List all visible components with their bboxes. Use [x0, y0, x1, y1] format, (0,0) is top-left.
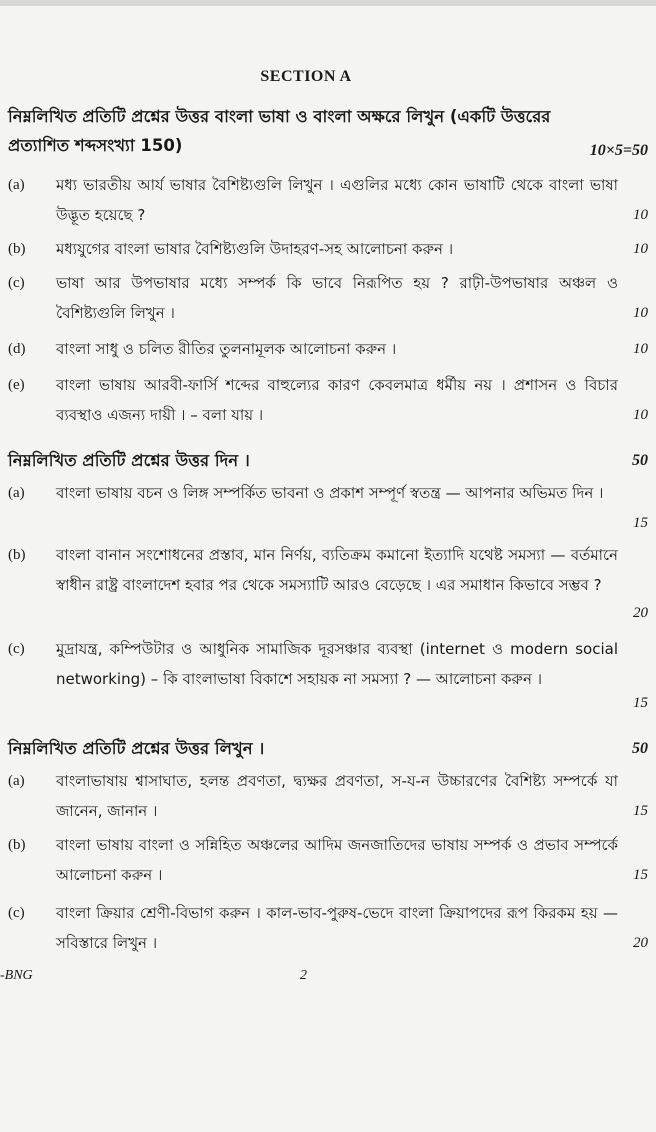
question-1c	[8, 268, 648, 328]
question-3-heading: নিম্নলিখিত প্রতিটি প্রশ্নের উত্তর লিখুন ।	[8, 739, 265, 758]
question-3a	[8, 766, 648, 826]
sub-label: (a)	[8, 177, 25, 193]
question-2b	[8, 540, 648, 630]
question-1e	[8, 370, 648, 430]
sub-text: বাংলা বানান সংশোধনের প্রস্তাব, মান নির্ণয়, ব্যতিক্রম কমানো ইত্যাদি যথেষ্ট সমস্যা — বর্তমানে স্বাধীন রাষ্ট্র বাংলাদেশ হবার পর থেকে সমস্যাটি আরও বেড়েছে । এর সমাধান কিভাবে সম্ভব ?	[56, 546, 618, 594]
question-1a	[8, 170, 648, 230]
question-1b	[8, 234, 648, 264]
page-number: 2	[300, 968, 307, 983]
sub-label: (c)	[8, 275, 25, 291]
sub-label: (c)	[8, 905, 25, 921]
question-2c	[8, 634, 648, 724]
sub-marks: 10	[633, 341, 648, 357]
sub-text: মুদ্রাযন্ত্র, কম্পিউটার ও আধুনিক সামাজিক দূরসঞ্চার ব্যবস্থা (internet ও modern social networking) – কি বাংলাভাষা বিকাশে সহায়ক না সমস্যা ? — আলোচনা করুন ।	[56, 640, 618, 688]
sub-marks: 15	[633, 803, 648, 819]
sub-marks: 15	[633, 695, 648, 711]
sub-text: বাংলা ভাষায় আরবী-ফার্সি শব্দের বাহুল্যের কারণ কেবলমাত্র ধর্মীয় নয় । প্রশাসন ও বিচার ব্যবস্থাও এজন্য দায়ী । – বলা যায় ।	[56, 376, 618, 424]
paper-code: -BNG	[0, 968, 33, 983]
sub-marks: 10	[633, 305, 648, 321]
sub-marks: 20	[633, 935, 648, 951]
sub-label: (a)	[8, 773, 25, 789]
sub-marks: 15	[633, 867, 648, 883]
sub-text: মধ্যযুগের বাংলা ভাষার বৈশিষ্ট্যগুলি উদাহরণ-সহ আলোচনা করুন ।	[56, 240, 454, 258]
section-title: SECTION A	[260, 68, 352, 85]
question-3-marks: 50	[632, 740, 648, 757]
sub-marks: 10	[633, 407, 648, 423]
sub-marks: 15	[633, 515, 648, 531]
question-3c	[8, 898, 648, 958]
sub-text: বাংলা ভাষায় বাংলা ও সন্নিহিত অঞ্চলের আদিম জনজাতিদের ভাষায় সম্পর্ক ও প্রভাব সম্পর্কে আলোচনা করুন ।	[56, 836, 618, 884]
sub-label: (e)	[8, 377, 25, 393]
sub-text: বাংলা সাধু ও চলিত রীতির তুলনামূলক আলোচনা করুন ।	[56, 340, 397, 358]
sub-text: ভাষা আর উপভাষার মধ্যে সম্পর্ক কি ভাবে নিরূপিত হয় ? রাঢ়ী-উপভাষার অঞ্চল ও বৈশিষ্ট্যগুলি লিখুন ।	[56, 274, 618, 322]
sub-text: মধ্য ভারতীয় আর্য ভাষার বৈশিষ্ট্যগুলি লিখুন । এগুলির মধ্যে কোন ভাষাটি থেকে বাংলা ভাষা উদ্ভূত হয়েছে ?	[56, 176, 618, 224]
question-1-heading: নিম্নলিখিত প্রতিটি প্রশ্নের উত্তর বাংলা ভাষা ও বাংলা অক্ষরে লিখুন (একটি উত্তরের প্রত্যাশিত শব্দসংখ্যা 150)	[8, 107, 551, 155]
sub-marks: 10	[633, 207, 648, 223]
sub-label: (b)	[8, 241, 26, 257]
question-1-marks: 10×5=50	[589, 142, 648, 159]
sub-label: (a)	[8, 485, 25, 501]
question-1d	[8, 334, 648, 364]
sub-label: (d)	[8, 341, 26, 357]
question-2a	[8, 478, 648, 538]
sub-text: বাংলা ক্রিয়ার শ্রেণী-বিভাগ করুন । কাল-ভাব-পুরুষ-ভেদে বাংলা ক্রিয়াপদের রূপ কিরকম হয় — সবিস্তারে লিখুন ।	[56, 904, 618, 952]
question-2-heading: নিম্নলিখিত প্রতিটি প্রশ্নের উত্তর দিন ।	[8, 451, 250, 470]
sub-text: বাংলাভাষায় শ্বাসাঘাত, হলন্ত প্রবণতা, দ্ব্যক্ষর প্রবণতা, স-য-ন উচ্চারণের বৈশিষ্ট্য সম্পর্কে যা জানেন, জানান ।	[56, 772, 618, 820]
sub-text: বাংলা ভাষায় বচন ও লিঙ্গ সম্পর্কিত ভাবনা ও প্রকাশ সম্পূর্ণ স্বতন্ত্র — আপনার অভিমত দিন ।	[56, 484, 604, 502]
question-2-marks: 50	[632, 452, 648, 469]
sub-label: (b)	[8, 547, 26, 563]
sub-marks: 10	[633, 241, 648, 257]
page-top-edge	[0, 0, 656, 6]
sub-label: (b)	[8, 837, 26, 853]
sub-marks: 20	[633, 605, 648, 621]
question-3b	[8, 830, 648, 890]
sub-label: (c)	[8, 641, 25, 657]
